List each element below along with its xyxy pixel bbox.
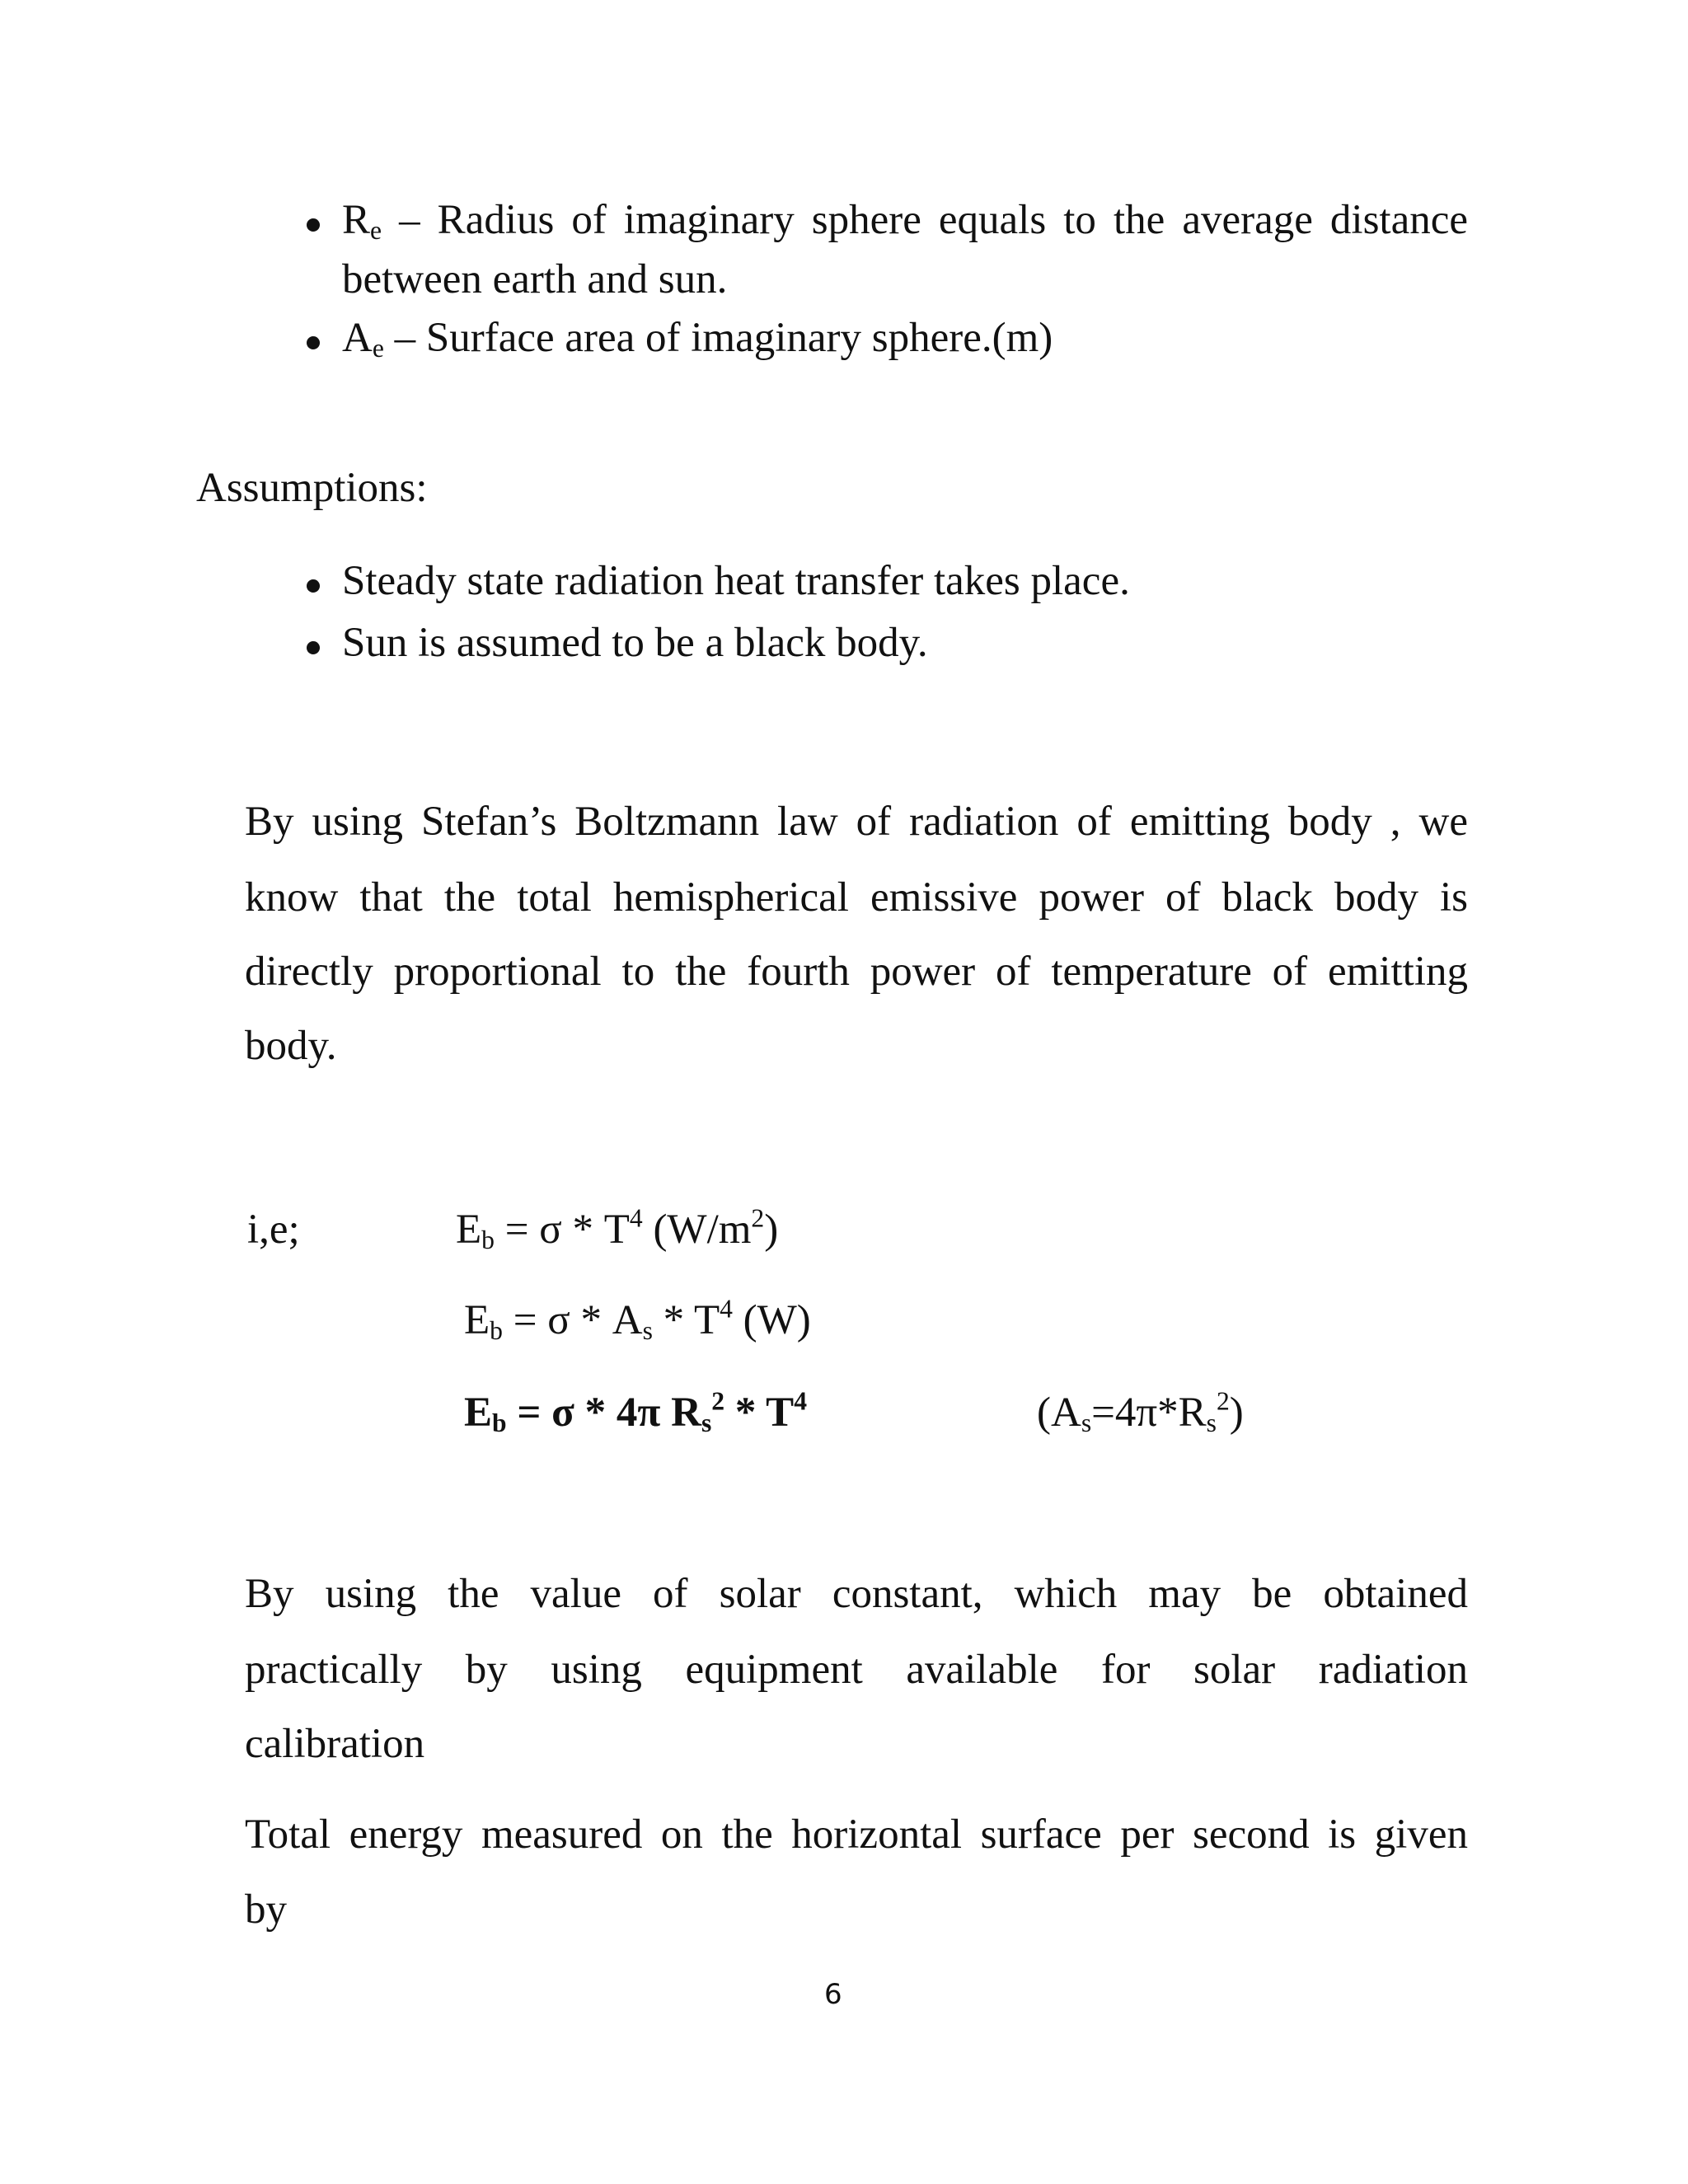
bullet-icon	[307, 579, 320, 593]
assumption-item: Sun is assumed to be a black body.	[342, 620, 928, 666]
paragraph-line: body.	[245, 1023, 337, 1069]
definition-ae: $A_e$ – Surface area of imaginary sphere.(m)	[342, 315, 1053, 363]
bullet-icon	[307, 641, 320, 654]
paragraph-line: By using the value of solar constant, which may be obtained	[245, 1571, 1468, 1617]
paragraph-line: By using Stefan’s Boltzmann law of radiation of emitting body , we	[245, 799, 1468, 845]
definition-re: $R_e$ – Radius of imaginary sphere equals to the average distance	[342, 197, 1468, 245]
equation-2: $E_b = \sigma * A_s * T^4$ (W)	[464, 1294, 811, 1345]
assumption-item: Steady state radiation heat transfer takes place.	[342, 558, 1130, 604]
assumptions-heading: Assumptions:	[196, 465, 428, 511]
paragraph-line: practically by using equipment available for solar radiation	[245, 1647, 1468, 1693]
definition-re-continued: between earth and sun.	[342, 256, 728, 302]
bullet-icon	[307, 218, 320, 232]
paragraph-line: know that the total hemispherical emissive power of black body is	[245, 874, 1468, 921]
paragraph-line: calibration	[245, 1721, 425, 1767]
equation-3: $E_b = \sigma * 4\pi$ $R_s^2 * T^4$	[464, 1386, 807, 1437]
equation-note: $(A_s=4\pi*R_s^2)$	[1037, 1386, 1244, 1437]
equation-label: i,e;	[247, 1207, 300, 1253]
equation-1: $E_b = \sigma * T^4$ $(W/m^2)$	[456, 1203, 779, 1254]
paragraph-line: by	[245, 1886, 287, 1933]
paragraph-line: Total energy measured on the horizontal surface per second is given	[245, 1811, 1468, 1858]
bullet-icon	[307, 336, 320, 349]
page-number: 6	[824, 1978, 842, 2011]
paragraph-line: directly proportional to the fourth power of temperature of emitting	[245, 949, 1468, 995]
